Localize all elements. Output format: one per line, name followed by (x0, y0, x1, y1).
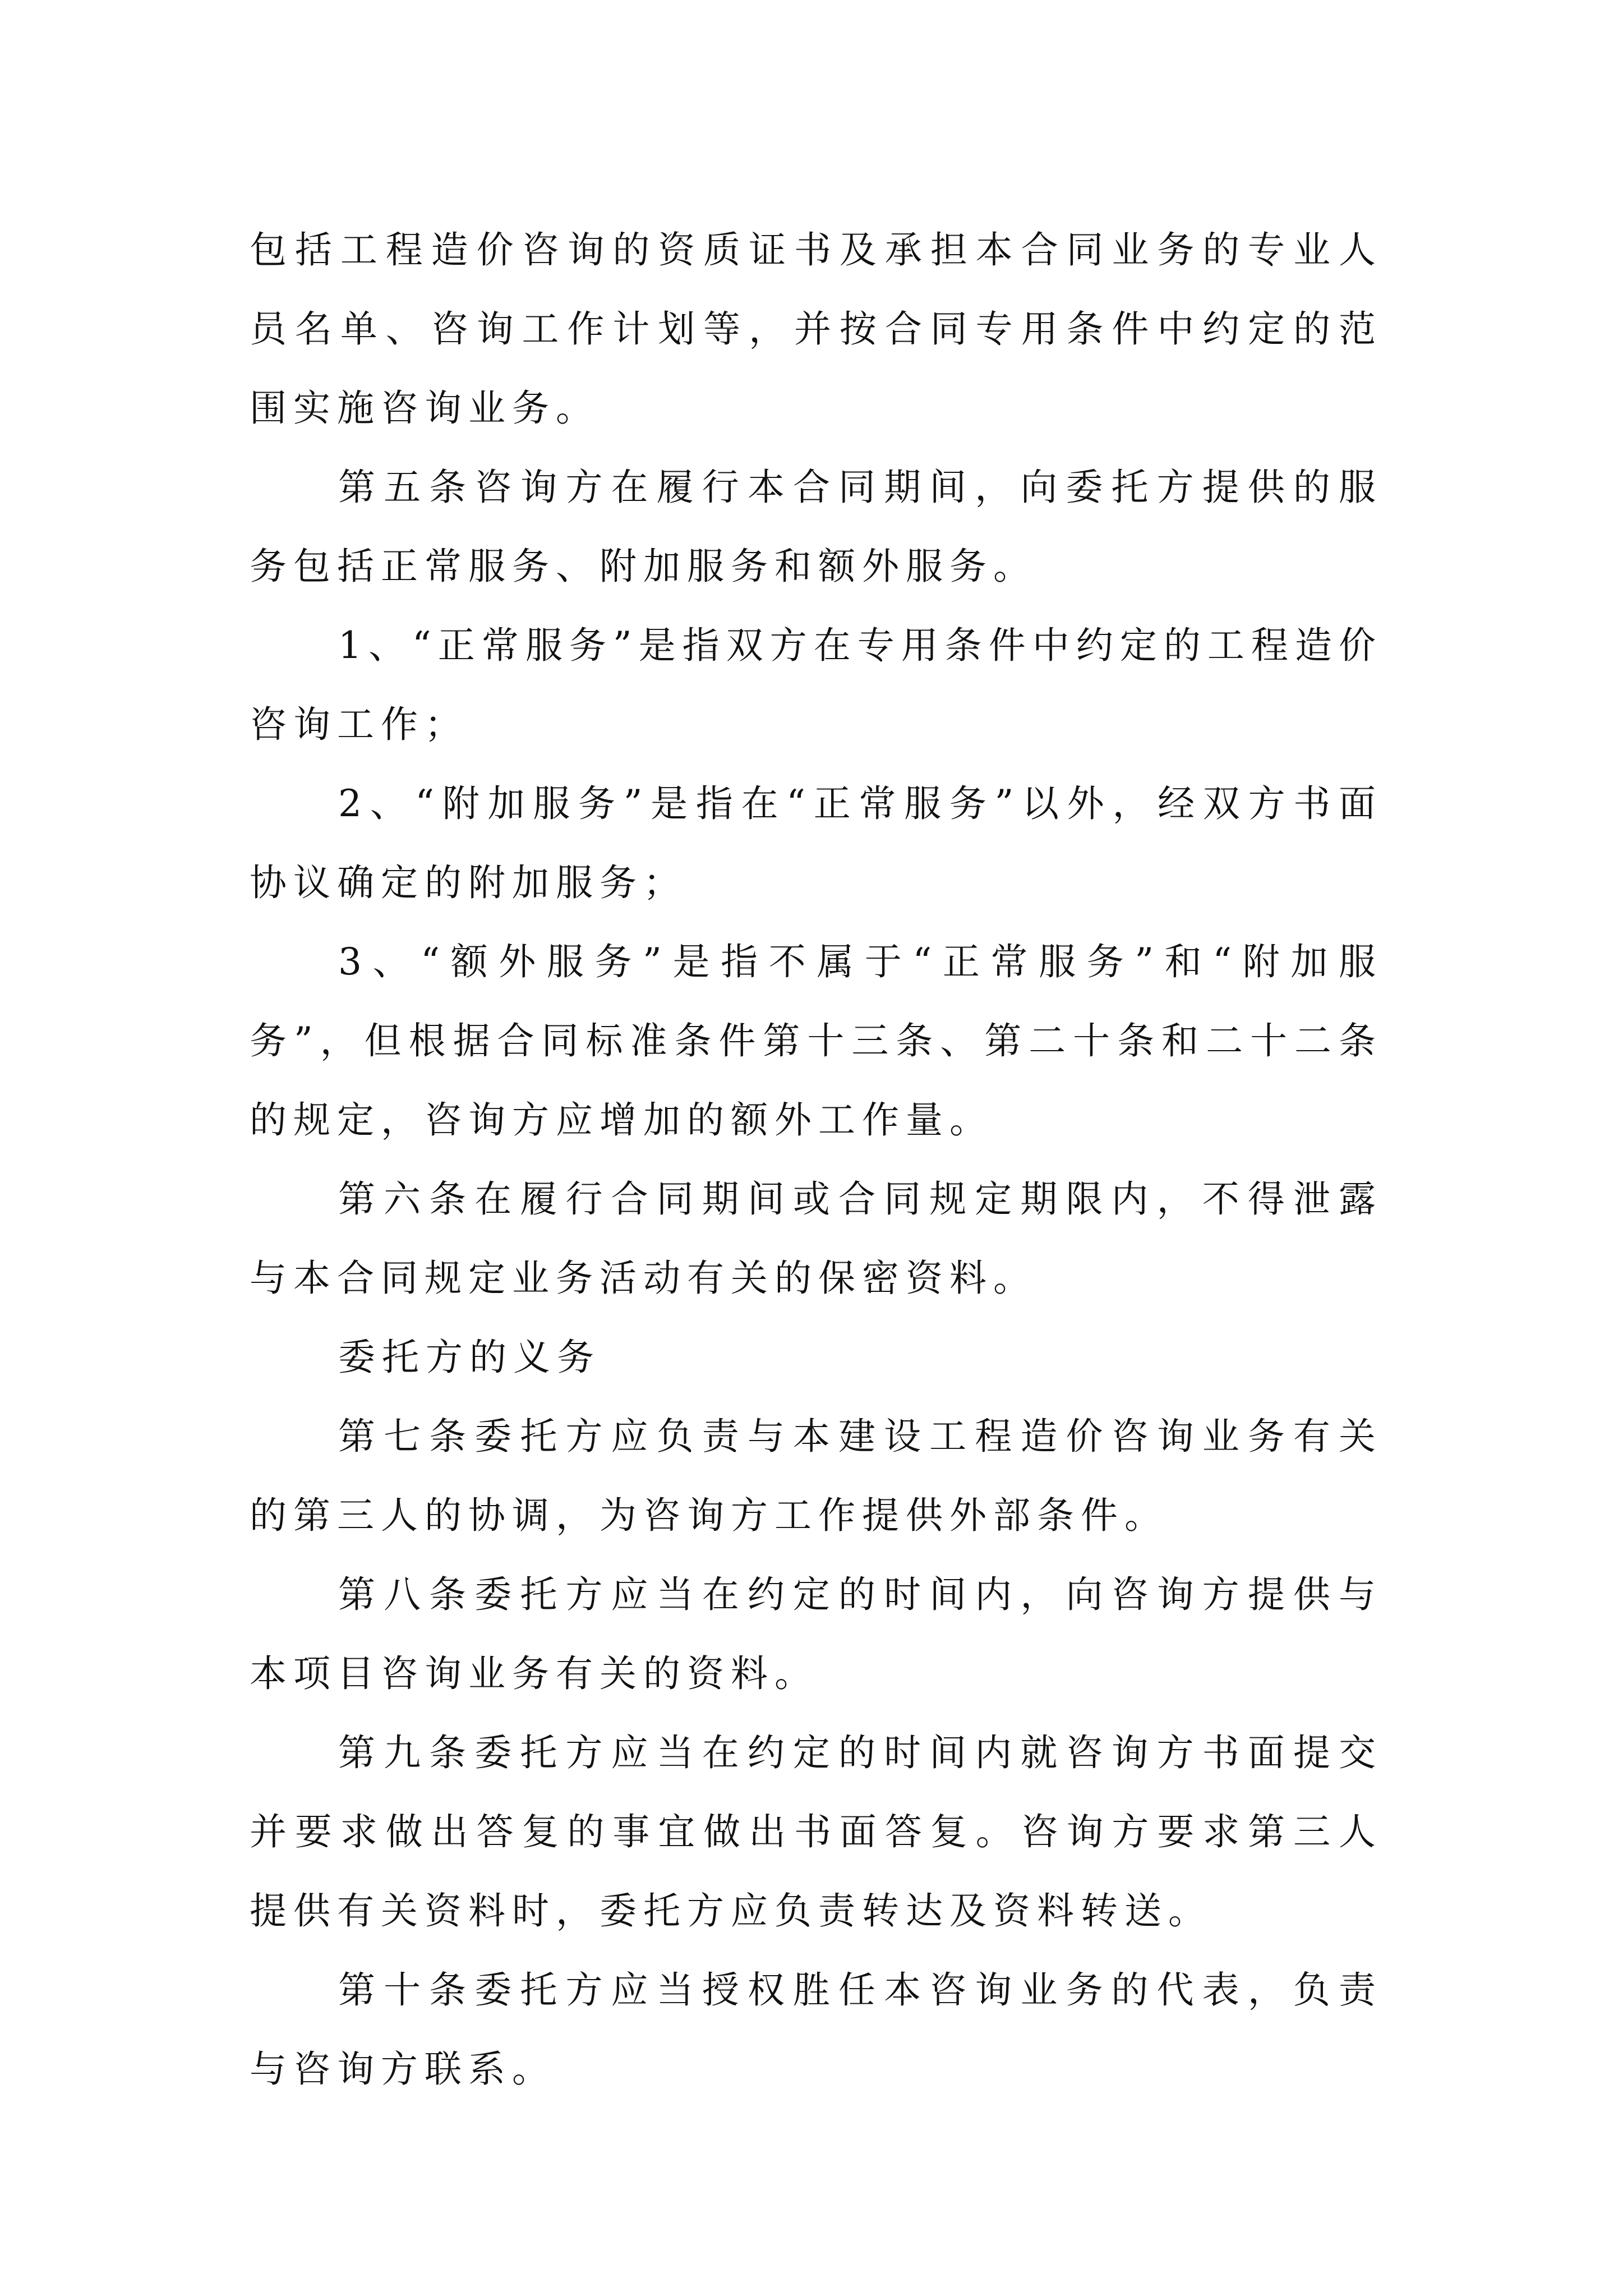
paragraph-continuation: 包括工程造价咨询的资质证书及承担本合同业务的专业人员名单、咨询工作计划等，并按合同专用条件中约定的范围实施咨询业务。 (250, 228, 1382, 430)
paragraph-article-8: 第八条委托方应当在约定的时间内，向咨询方提供与本项目咨询业务有关的资料。 (250, 1573, 1382, 1695)
paragraph-extra-service: 3、“额外服务”是指不属于“正常服务”和“附加服务”，但根据合同标准条件第十三条、第二十条和二十二条的规定，咨询方应增加的额外工作量。 (250, 940, 1382, 1142)
paragraph-article-10: 第十条委托方应当授权胜任本咨询业务的代表，负责与咨询方联系。 (250, 1968, 1382, 2091)
paragraph-additional-service: 2、“附加服务”是指在“正常服务”以外，经双方书面协议确定的附加服务； (250, 782, 1382, 904)
paragraph-article-5: 第五条咨询方在履行本合同期间，向委托方提供的服务包括正常服务、附加服务和额外服务。 (250, 466, 1382, 588)
document-body (250, 210, 1382, 2109)
paragraph-article-7: 第七条委托方应负责与本建设工程造价咨询业务有关的第三人的协调，为咨询方工作提供外部条件。 (250, 1415, 1382, 1537)
paragraph-normal-service: 1、“正常服务”是指双方在专用条件中约定的工程造价咨询工作； (250, 624, 1382, 746)
paragraph-article-6: 第六条在履行合同期间或合同规定期限内，不得泄露与本合同规定业务活动有关的保密资料。 (250, 1177, 1382, 1300)
section-heading-client-obligations: 委托方的义务 (338, 1336, 601, 1379)
paragraph-article-9: 第九条委托方应当在约定的时间内就咨询方书面提交并要求做出答复的事宜做出书面答复。咨询方要求第三人提供有关资料时，委托方应负责转达及资料转送。 (250, 1731, 1382, 1932)
